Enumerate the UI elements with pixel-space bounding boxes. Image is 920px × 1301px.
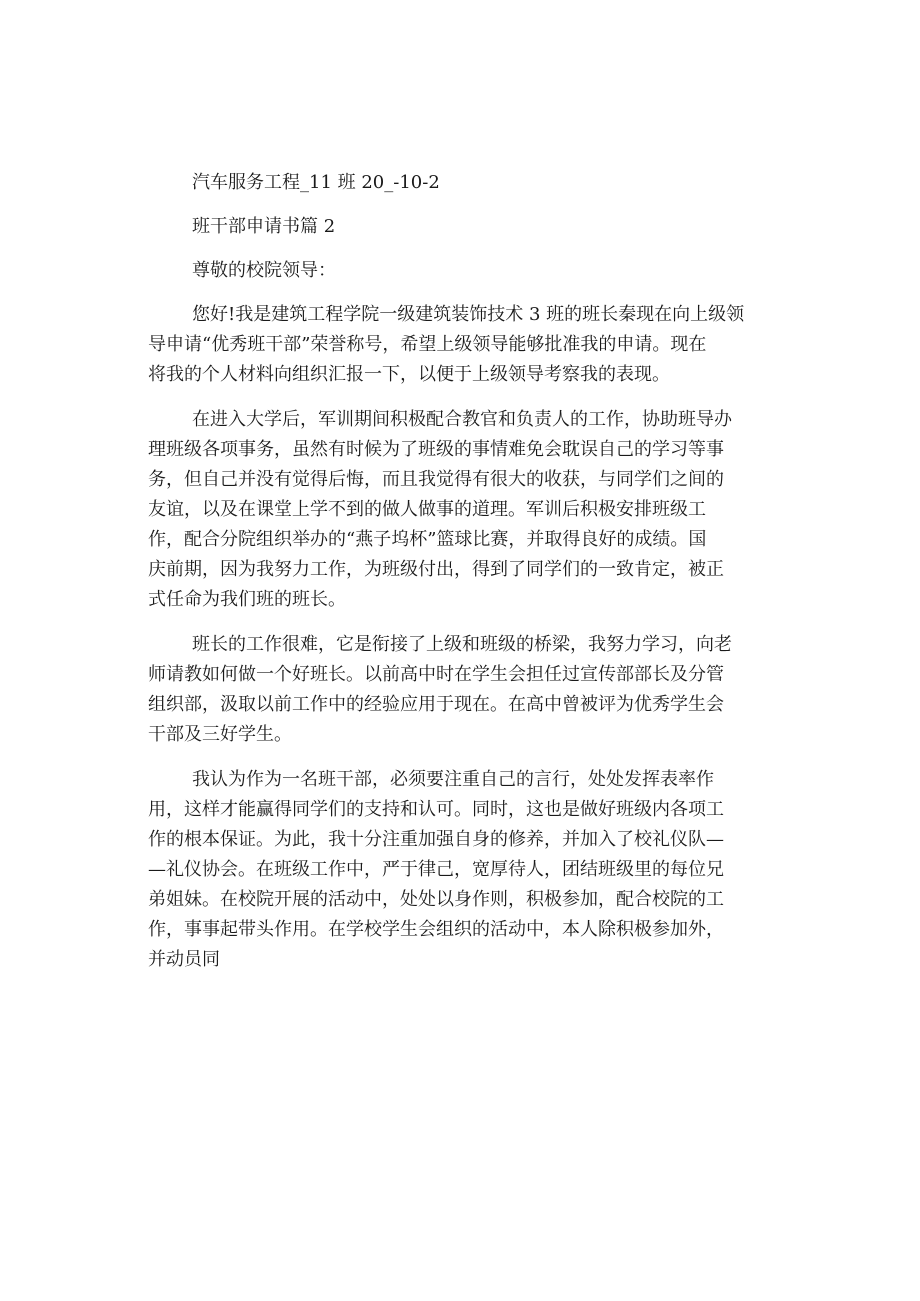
header-line: 汽车服务工程_11 班 20_-10-2 — [192, 172, 440, 193]
paragraph-line: 务，但自己并没有觉得后悔，而且我觉得有很大的收获，与同学们之间的 — [148, 469, 724, 490]
paragraph-line: 式任命为我们班的班长。 — [148, 589, 346, 610]
paragraph-line: 庆前期，因为我努力工作，为班级付出，得到了同学们的一致肯定，被正 — [148, 559, 724, 580]
paragraph-line: 导申请“优秀班干部”荣誉称号，希望上级领导能够批准我的申请。现在 — [148, 334, 707, 355]
paragraph-3 — [148, 630, 768, 750]
document-body — [148, 168, 768, 990]
paragraph-2 — [148, 405, 768, 615]
paragraph-line: 您好!我是建筑工程学院一级建筑装饰技术 3 班的班长秦现在向上级领 — [192, 304, 745, 325]
paragraph-line: 作，事事起带头作用。在学校学生会组织的活动中，本人除积极参加外， — [148, 919, 724, 940]
paragraph-line: 干部及三好学生。 — [148, 724, 292, 745]
document-heading: 班干部申请书篇 2 — [192, 216, 336, 237]
paragraph-line: 我认为作为一名班干部，必须要注重自己的言行，处处发挥表率作 — [192, 769, 714, 790]
salutation: 尊敬的校院领导： — [192, 260, 336, 281]
paragraph-line: 弟姐妹。在校院开展的活动中，处处以身作则，积极参加，配合校院的工 — [148, 889, 724, 910]
paragraph-line: 友谊，以及在课堂上学不到的做人做事的道理。军训后积极安排班级工 — [148, 499, 706, 520]
paragraph-1 — [148, 300, 768, 390]
paragraph-line: 用，这样才能赢得同学们的支持和认可。同时，这也是做好班级内各项工 — [148, 799, 724, 820]
paragraph-line: 在进入大学后，军训期间积极配合教官和负责人的工作，协助班导办 — [192, 409, 732, 430]
paragraph-line: 将我的个人材料向组织汇报一下，以便于上级领导考察我的表现。 — [148, 364, 670, 385]
paragraph-line: 理班级各项事务，虽然有时候为了班级的事情难免会耽误自己的学习等事 — [148, 439, 724, 460]
paragraph-4 — [148, 765, 768, 975]
paragraph-line: 并动员同 — [148, 949, 220, 970]
paragraph-line: —礼仪协会。在班级工作中，严于律己，宽厚待人，团结班级里的每位兄 — [148, 859, 724, 880]
paragraph-line: 作的根本保证。为此，我十分注重加强自身的修养，并加入了校礼仪队— — [148, 829, 724, 850]
paragraph-line: 作，配合分院组织举办的“燕子坞杯”篮球比赛，并取得良好的成绩。国 — [148, 529, 707, 550]
paragraph-line: 师请教如何做一个好班长。以前高中时在学生会担任过宣传部部长及分管 — [148, 664, 724, 685]
paragraph-line: 组织部，汲取以前工作中的经验应用于现在。在高中曾被评为优秀学生会 — [148, 694, 724, 715]
paragraph-line: 班长的工作很难，它是衔接了上级和班级的桥梁，我努力学习，向老 — [192, 634, 732, 655]
